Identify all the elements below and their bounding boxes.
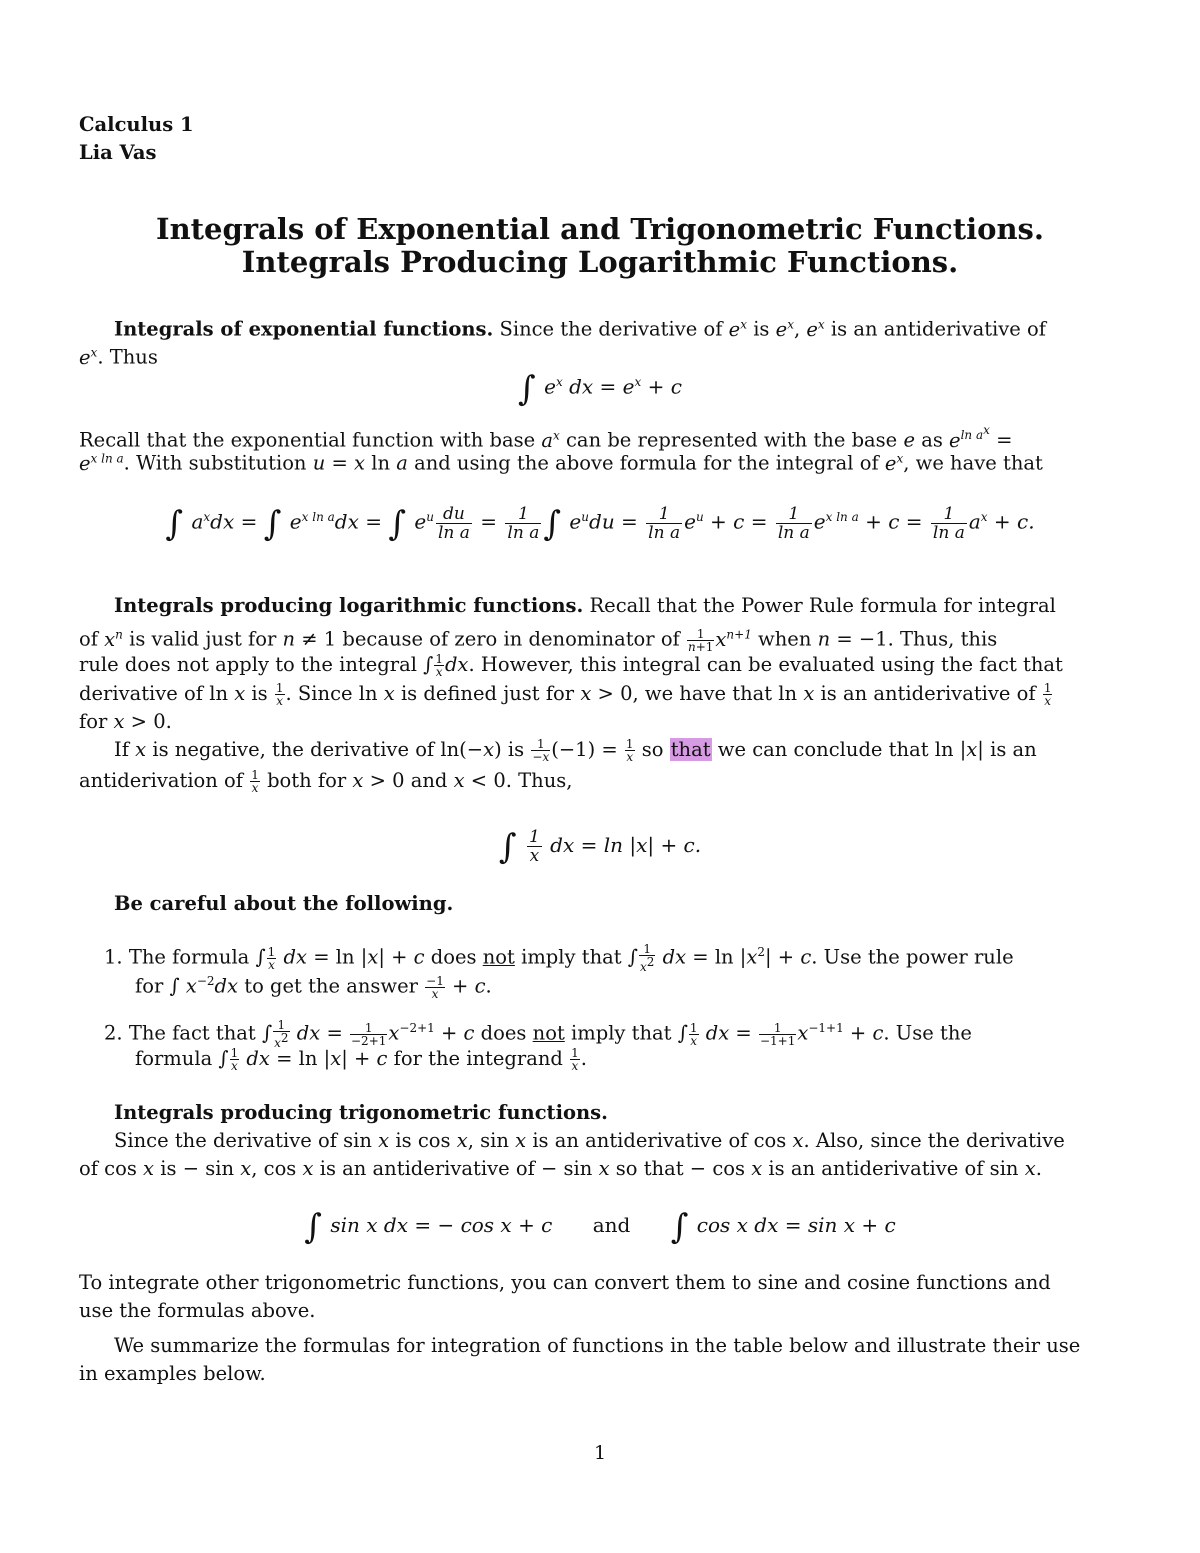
exp-paragraph-line-1: Integrals of exponential functions. Since the derivative of $e^x$ is $e^x$, $e^x$ is an antiderivative of — [114, 317, 1046, 341]
careful-heading: Be careful about the following. — [114, 892, 454, 915]
page-title-line-1: Integrals of Exponential and Trigonometric Functions. — [156, 212, 1044, 246]
negative-x-line-2: antiderivation of $\frac{1}{x}$ both for x > 0 and x < 0. Thus, — [79, 768, 573, 795]
equation-exp-integral: ∫ $e^x$ dx = $e^x + c$ — [518, 368, 682, 409]
equation-base-a-integral: ∫ $a^xdx$ = ∫ $e^{x ln a}dx$ = ∫ $e^u$ $\frac{du}{\text{ln a}}$ = $\frac{1}{\text{ln a}}$ ∫ $e^udu$ = $\frac{1}{\text{ln a}}$ $e^u + c$ = $\frac{1}{\text{ln a}}$ $e^{x ln a} + c$ = $\frac{1}{\text{ln a}}$ $a^x + c$. — [165, 503, 1035, 544]
recall-line-1: Recall that the exponential function with base $a^x$ can be represented with the base e as $e^{ln a^x}$ = — [79, 423, 1013, 452]
trig-line-1: Since the derivative of sin x is cos x, sin x is an antiderivative of cos x. Also, since the derivative — [114, 1129, 1065, 1152]
equation-log-integral: ∫ $\frac{1}{x}$ dx = ln |x| + c. — [498, 827, 702, 867]
log-paragraph-line-1: Integrals producing logarithmic functions. Recall that the Power Rule formula for integral — [114, 594, 1056, 617]
trig-paragraph-2-line-1: To integrate other trigonometric functions, you can convert them to sine and cosine functions and — [79, 1271, 1051, 1294]
page-title-line-2: Integrals Producing Logarithmic Functions. — [241, 245, 959, 279]
page-number: 1 — [593, 1442, 607, 1464]
summary-paragraph-line-1: We summarize the formulas for integration of functions in the table below and illustrate their use — [114, 1334, 1081, 1357]
log-heading: Integrals producing logarithmic functions. — [114, 594, 584, 617]
exp-heading: Integrals of exponential functions. — [114, 317, 494, 341]
highlighted-word: that — [670, 738, 711, 761]
recall-line-2: $e^{x ln a}$. With substitution u = x ln a and using the above formula for the integral of $e^x$, we have that — [79, 451, 1043, 475]
careful-item-2-line-2: formula ∫ $\frac{1}{x}$ dx = ln |x| + c for the integrand $\frac{1}{x}$ . — [135, 1046, 587, 1073]
trig-heading: Integrals producing trigonometric functions. — [114, 1101, 608, 1124]
course-name: Calculus 1 — [79, 113, 194, 136]
log-paragraph-line-2: of $x^n$ is valid just for n ≠ 1 because of zero in denominator of $\frac{1}{n+1}$ $x^{n+1}$ when n = −1. Thus, this — [79, 626, 998, 654]
equation-trig-integrals: ∫ sin x dx = − cos x + c and ∫ cos x dx = sin x + c — [304, 1207, 896, 1247]
trig-line-2: of cos x is − sin x, cos x is an antiderivative of − sin x so that − cos x is an antiderivative of sin x. — [79, 1157, 1042, 1180]
careful-item-2-line-1: 2. The fact that ∫ $\frac{1}{x^2}$ dx = $\frac{1}{-2+1}$ $x^{-2+1} + c$ does not imply that ∫ $\frac{1}{x}$ dx = $\frac{1}{-1+1}$ $x^{-1+1} + c$. Use the — [104, 1018, 972, 1050]
trig-paragraph-2-line-2: use the formulas above. — [79, 1299, 316, 1322]
careful-item-1-line-2: for ∫ $x^{-2}dx$ to get the answer $\frac{-1}{x}$ + c. — [135, 973, 492, 1001]
log-paragraph-line-5: for x > 0. — [79, 710, 172, 733]
author-name: Lia Vas — [79, 141, 157, 164]
negative-x-line-1: If x is negative, the derivative of ln(−x) is $\frac{1}{-x}$ (−1) = $\frac{1}{x}$ so that we can conclude that ln |x| is an — [114, 737, 1037, 764]
careful-item-1-line-1: 1. The formula ∫ $\frac{1}{x}$ dx = ln |x| + c does not imply that ∫ $\frac{1}{x^2}$ dx = $\ln |x^2| + c$. Use the power rule — [104, 942, 1014, 974]
summary-paragraph-line-2: in examples below. — [79, 1362, 266, 1385]
exp-paragraph-line-2: $e^x$. Thus — [79, 345, 158, 369]
log-paragraph-line-3: rule does not apply to the integral ∫ $\frac{1}{x}$ dx. However, this integral can be evaluated using the fact that — [79, 652, 1063, 679]
log-paragraph-line-4: derivative of ln x is $\frac{1}{x}$ . Since ln x is defined just for x > 0, we have that ln x is an antiderivative of $\frac{1}{x}$ — [79, 681, 1052, 708]
